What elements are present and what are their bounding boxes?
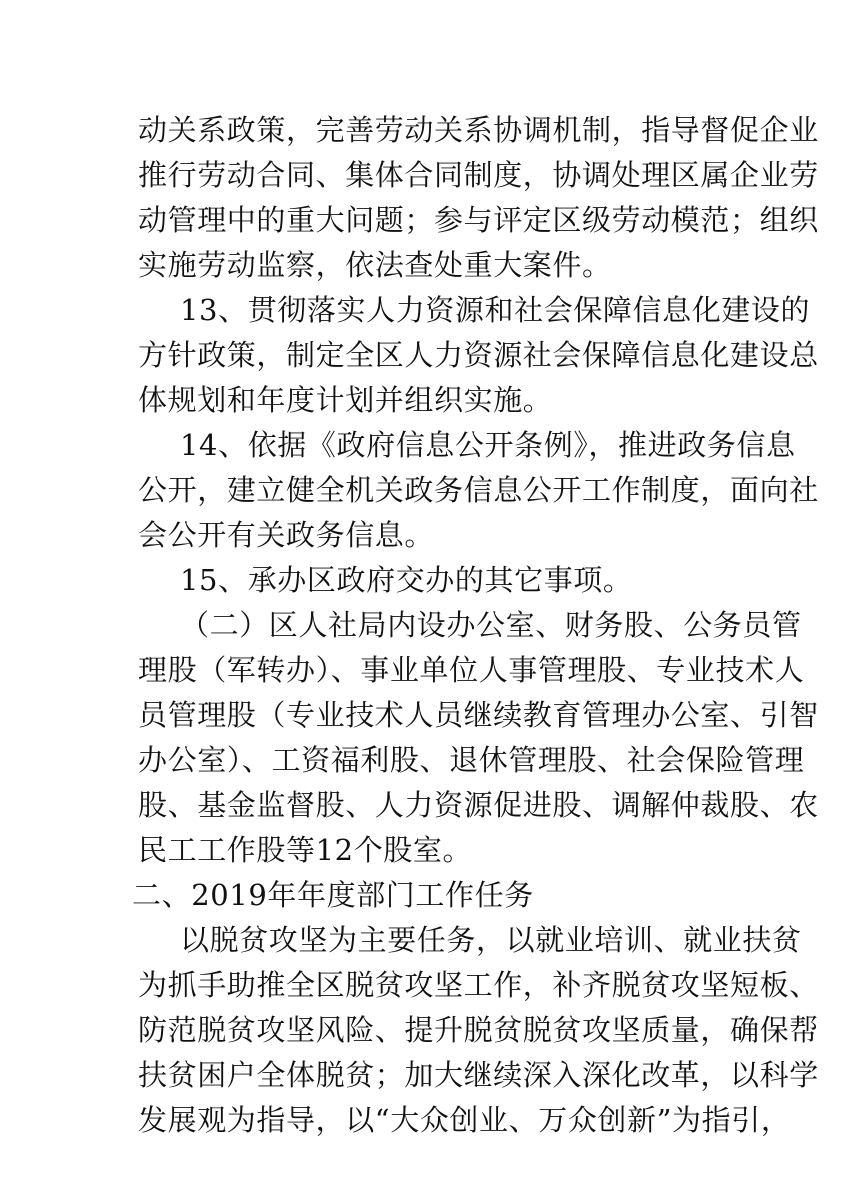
body-text-line: 动关系政策，完善劳动关系协调机制，指导督促企业 (138, 113, 819, 147)
body-text-line: 股、基金监督股、人力资源促进股、调解仲裁股、农 (138, 788, 819, 822)
body-text-line: 发展观为指导，以“大众创业、万众创新”为指引， (138, 1103, 791, 1137)
body-text-line: 推行劳动合同、集体合同制度，协调处理区属企业劳 (138, 158, 819, 192)
body-text-line: 方针政策，制定全区人力资源社会保障信息化建设总 (138, 338, 819, 372)
body-text-line: 会公开有关政务信息。 (138, 518, 435, 552)
section-two-line: （二）区人社局内设办公室、财务股、公务员管 (180, 608, 802, 642)
body-text-line: 防范脱贫攻坚风险、提升脱贫脱贫攻坚质量，确保帮 (138, 1013, 819, 1047)
section-heading: 二、2019年年度部门工作任务 (132, 878, 534, 912)
body-text-line: 扶贫困户全体脱贫；加大继续深入深化改革，以科学 (138, 1058, 819, 1092)
body-text-line: 员管理股（专业技术人员继续教育管理办公室、引智 (138, 698, 819, 732)
body-text-line: 理股（军转办）、事业单位人事管理股、专业技术人 (138, 653, 805, 687)
item-14-line: 14、依据《政府信息公开条例》，推进政务信息 (180, 428, 796, 462)
item-15-line: 15、承办区政府交办的其它事项。 (180, 563, 633, 597)
body-text-line: 办公室）、工资福利股、退休管理股、社会保险管理 (138, 743, 805, 777)
paragraph-start-line: 以脱贫攻坚为主要任务，以就业培训、就业扶贫 (180, 923, 802, 957)
body-text-line: 动管理中的重大问题；参与评定区级劳动模范；组织 (138, 203, 819, 237)
body-text-line: 体规划和年度计划并组织实施。 (138, 383, 553, 417)
body-text-line: 民工工作股等12个股室。 (138, 833, 473, 867)
item-13-line: 13、贯彻落实人力资源和社会保障信息化建设的 (180, 293, 811, 327)
body-text-line: 实施劳动监察，依法查处重大案件。 (138, 248, 612, 282)
body-text-line: 公开，建立健全机关政务信息公开工作制度，面向社 (138, 473, 819, 507)
body-text-line: 为抓手助推全区脱贫攻坚工作，补齐脱贫攻坚短板、 (138, 968, 819, 1002)
